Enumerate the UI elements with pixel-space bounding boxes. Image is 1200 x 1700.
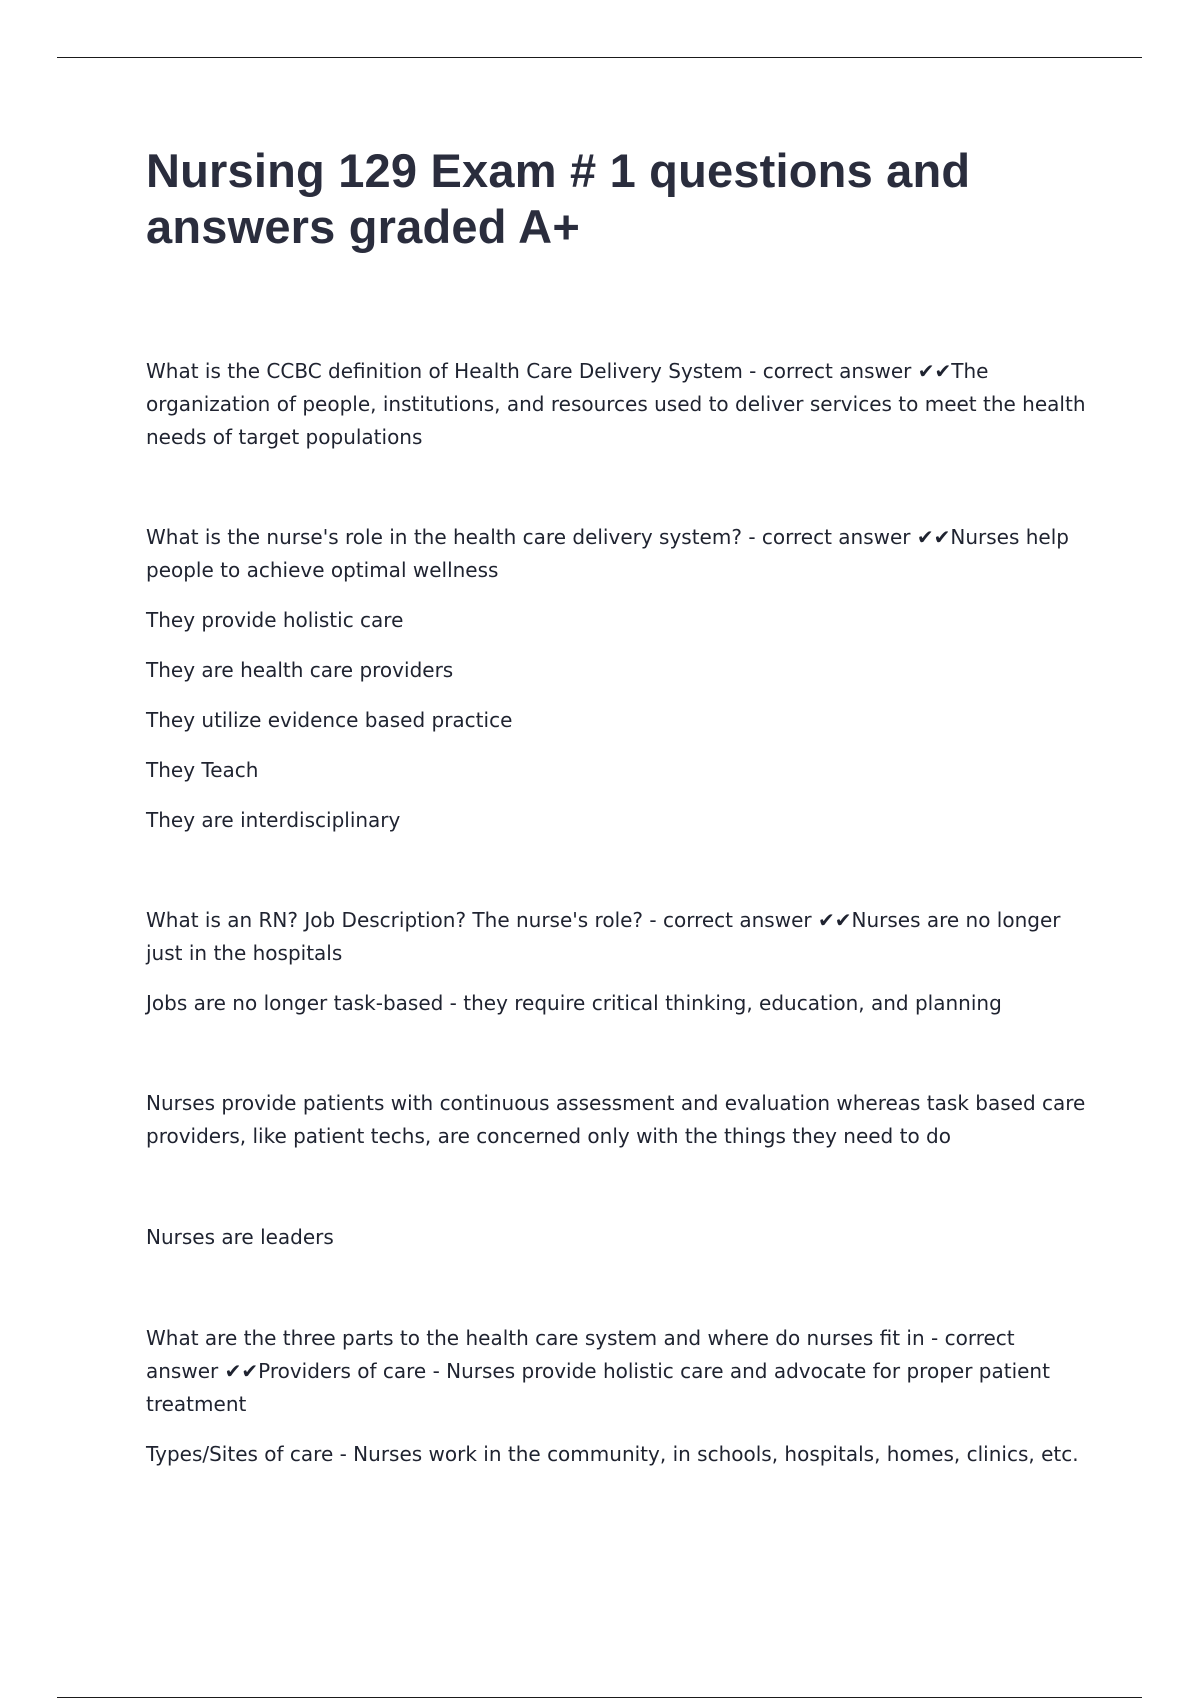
- list-item: They are interdisciplinary: [146, 808, 401, 832]
- list-item: They provide holistic care: [146, 608, 404, 632]
- top-rule: [57, 57, 1142, 58]
- list-item: They utilize evidence based practice: [146, 708, 513, 732]
- paragraph-nurses-are-leaders: Nurses are leaders: [146, 1225, 334, 1249]
- paragraph-q4: What are the three parts to the health care system and where do nurses fit in - correct answer ✔✔Providers of care - Nurses provide holistic care and advocate for proper patient treatment: [146, 1326, 1050, 1416]
- list-item: Jobs are no longer task-based - they require critical thinking, education, and planning: [146, 991, 1002, 1015]
- list-item: They are health care providers: [146, 658, 454, 682]
- paragraph-q3: What is an RN? Job Description? The nurse's role? - correct answer ✔✔Nurses are no longer just in the hospitals: [146, 908, 1061, 965]
- paragraph-q2: What is the nurse's role in the health care delivery system? - correct answer ✔✔Nurses help people to achieve optimal wellness: [146, 525, 1069, 582]
- document-body: [146, 355, 1086, 1471]
- list-item: Types/Sites of care - Nurses work in the community, in schools, hospitals, homes, clinics, etc.: [146, 1442, 1079, 1466]
- bottom-rule: [57, 1697, 1142, 1698]
- paragraph-q1: What is the CCBC definition of Health Care Delivery System - correct answer ✔✔The organization of people, institutions, and resources used to deliver services to meet the health needs of target populations: [146, 359, 1086, 449]
- page-title: Nursing 129 Exam # 1 questions and answers graded A+: [146, 144, 971, 253]
- list-item: They Teach: [146, 758, 259, 782]
- paragraph-continuous-assessment: Nurses provide patients with continuous assessment and evaluation whereas task based care providers, like patient techs, are concerned only with the things they need to do: [146, 1091, 1086, 1148]
